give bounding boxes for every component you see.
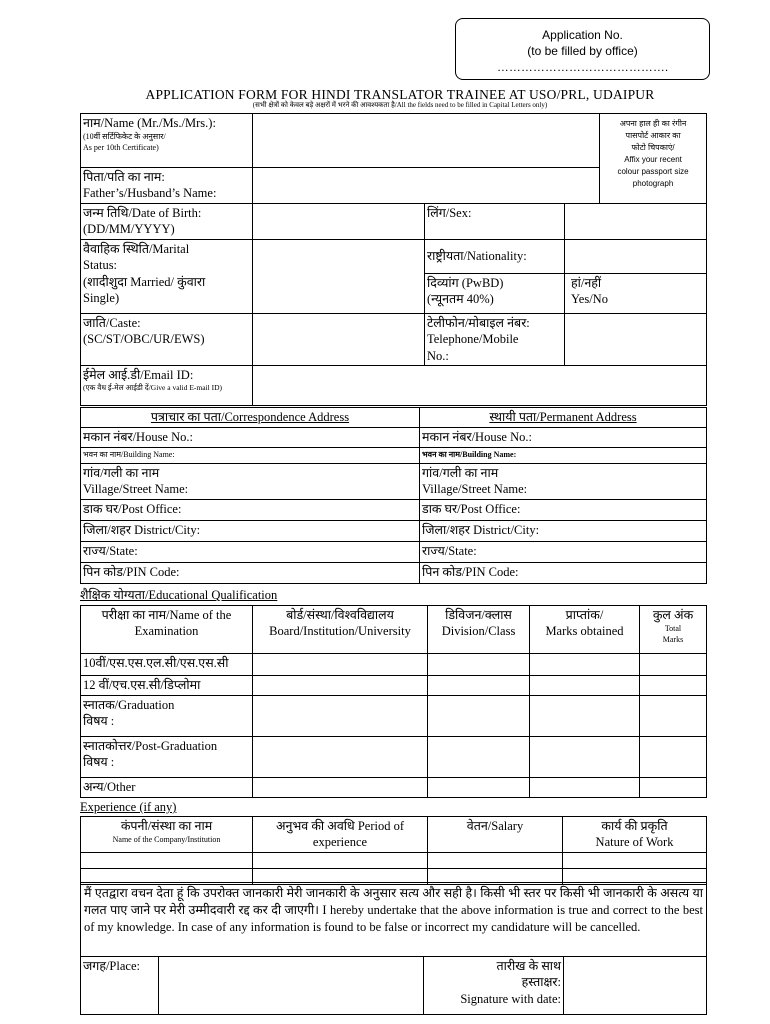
pwbd-label: दिव्यांग (PwBD) (न्यूनतम 40%) bbox=[425, 274, 565, 314]
caste-label: जाति/Caste: (SC/ST/OBC/UR/EWS) bbox=[81, 314, 253, 366]
exp-cell[interactable] bbox=[81, 853, 253, 869]
phone-input[interactable] bbox=[565, 314, 707, 366]
table-row bbox=[81, 676, 707, 696]
table-row bbox=[81, 654, 707, 676]
app-no-field[interactable]: ……………………………………. bbox=[496, 60, 669, 74]
exp-col-period: अनुभव की अवधि Period of experience bbox=[253, 817, 428, 853]
education-section bbox=[80, 605, 706, 798]
corr-building-field[interactable]: भवन का नाम/Building Name: bbox=[81, 448, 420, 464]
edu-cell[interactable] bbox=[253, 696, 428, 737]
email-label-cell bbox=[81, 366, 253, 406]
place-label: जगह/Place: bbox=[81, 957, 159, 1015]
edu-cell[interactable] bbox=[428, 696, 530, 737]
app-no-note: (to be filled by office) bbox=[527, 44, 638, 58]
application-number-box bbox=[455, 18, 710, 80]
corr-post-office-field[interactable]: डाक घर/Post Office: bbox=[81, 500, 420, 521]
dob-label: जन्म तिथि/Date of Birth: (DD/MM/YYYY) bbox=[81, 204, 253, 240]
edu-cell[interactable] bbox=[253, 737, 428, 778]
exp-col-company: कंपनी/संस्था का नाम Name of the Company/Institution bbox=[81, 817, 253, 853]
caste-input[interactable] bbox=[253, 314, 425, 366]
perm-state-field[interactable]: राज्य/State: bbox=[420, 542, 707, 563]
corr-district-field[interactable]: जिला/शहर District/City: bbox=[81, 521, 420, 542]
edu-row-post-graduation: स्नातकोत्तर/Post-Graduation विषय : bbox=[81, 737, 253, 778]
edu-row-10th: 10वीं/एस.एस.एल.सी/एस.एस.सी bbox=[81, 654, 253, 676]
name-label-cell bbox=[81, 114, 253, 168]
perm-district-field[interactable]: जिला/शहर District/City: bbox=[420, 521, 707, 542]
edu-col-board: बोर्ड/संस्था/विश्वविद्यालय Board/Institution/University bbox=[253, 606, 428, 654]
table-row bbox=[81, 778, 707, 798]
nationality-label: राष्ट्रीयता/Nationality: bbox=[425, 240, 565, 274]
form-title: APPLICATION FORM FOR HINDI TRANSLATOR TRAINEE AT USO/PRL, UDAIPUR bbox=[145, 87, 655, 102]
edu-cell[interactable] bbox=[428, 778, 530, 798]
edu-cell[interactable] bbox=[640, 696, 707, 737]
father-name-input[interactable] bbox=[253, 168, 600, 204]
edu-row-graduation: स्नातक/Graduation विषय : bbox=[81, 696, 253, 737]
exp-cell[interactable] bbox=[563, 853, 707, 869]
exp-cell[interactable] bbox=[253, 853, 428, 869]
nationality-input[interactable] bbox=[565, 240, 707, 274]
email-input[interactable] bbox=[253, 366, 707, 406]
photo-box[interactable]: अपना हाल ही का रंगीन पासपोर्ट आकार का फोटो चिपकाएं/ Affix your recent colour passport size photograph bbox=[600, 114, 707, 204]
education-header bbox=[80, 587, 706, 605]
email-label: ईमेल आई.डी/Email ID: bbox=[83, 368, 194, 382]
experience-title: Experience (if any) bbox=[80, 800, 177, 814]
edu-cell[interactable] bbox=[253, 654, 428, 676]
personal-details-section bbox=[80, 113, 706, 406]
app-no-label: Application No. bbox=[542, 28, 623, 42]
name-label: नाम/Name (Mr./Ms./Mrs.): bbox=[83, 116, 216, 130]
perm-pin-field[interactable]: पिन कोड/PIN Code: bbox=[420, 563, 707, 584]
phone-label: टेलीफोन/मोबाइल नंबर: Telephone/Mobile No.: bbox=[425, 314, 565, 366]
email-note: (एक वैध ई-मेल आईडी दें/Give a valid E-mail ID) bbox=[83, 383, 223, 393]
edu-cell[interactable] bbox=[428, 654, 530, 676]
marital-status-label: वैवाहिक स्थिति/Marital Status: (शादीशुदा Married/ कुंवारा Single) bbox=[81, 240, 253, 314]
perm-post-office-field[interactable]: डाक घर/Post Office: bbox=[420, 500, 707, 521]
corr-pin-field[interactable]: पिन कोड/PIN Code: bbox=[81, 563, 420, 584]
signature-label: तारीख के साथ हस्ताक्षर: Signature with date: bbox=[424, 957, 564, 1015]
corr-house-field[interactable]: मकान नंबर/House No.: bbox=[81, 428, 420, 448]
name-input[interactable] bbox=[253, 114, 600, 168]
edu-cell[interactable] bbox=[428, 676, 530, 696]
correspondence-address-header: पत्राचार का पता/Correspondence Address bbox=[81, 408, 420, 428]
place-input[interactable] bbox=[159, 957, 424, 1015]
declaration-text: मैं एतद्वारा वचन देता हूं कि उपरोक्त जानकारी मेरी जानकारी के अनुसार सत्य और सही है। किसी भी स्तर पर किसी भी जानकारी के असत्य या गलत पाए जाने पर मेरी उम्मीदवारी रद्द कर दी जाएगी। I hereby undertake that the above information is true and correct to the best of my knowledge. In case of any information is found to be false or incorrect my candidature will be cancelled. bbox=[81, 883, 707, 957]
edu-cell[interactable] bbox=[640, 654, 707, 676]
signature-input[interactable] bbox=[564, 957, 707, 1015]
corr-state-field[interactable]: राज्य/State: bbox=[81, 542, 420, 563]
address-section bbox=[80, 407, 706, 584]
perm-village-field[interactable]: गांव/गली का नाम Village/Street Name: bbox=[420, 464, 707, 500]
declaration-section bbox=[80, 882, 706, 1015]
table-row bbox=[81, 737, 707, 778]
experience-header bbox=[80, 799, 706, 816]
corr-village-field[interactable]: गांव/गली का नाम Village/Street Name: bbox=[81, 464, 420, 500]
edu-cell[interactable] bbox=[428, 737, 530, 778]
sex-input[interactable] bbox=[565, 204, 707, 240]
marital-status-input[interactable] bbox=[253, 240, 425, 314]
form-subtitle: (सभी क्षेत्रों को केवल बड़े अक्षरों में भरने की आवश्यकता है/All the fields need to be filled in Capital Letters only) bbox=[252, 101, 548, 109]
exp-col-nature: कार्य की प्रकृति Nature of Work bbox=[563, 817, 707, 853]
edu-row-12th: 12 वीं/एच.एस.सी/डिप्लोमा bbox=[81, 676, 253, 696]
edu-cell[interactable] bbox=[640, 676, 707, 696]
perm-house-field[interactable]: मकान नंबर/House No.: bbox=[420, 428, 707, 448]
edu-cell[interactable] bbox=[530, 654, 640, 676]
education-title: शैक्षिक योग्यता/Educational Qualification bbox=[80, 588, 278, 602]
table-row bbox=[81, 853, 707, 869]
edu-cell[interactable] bbox=[253, 778, 428, 798]
edu-col-marks: प्राप्तांक/ Marks obtained bbox=[530, 606, 640, 654]
father-name-label: पिता/पति का नाम: Father’s/Husband’s Name: bbox=[81, 168, 253, 204]
table-row bbox=[81, 696, 707, 737]
edu-cell[interactable] bbox=[530, 696, 640, 737]
exp-col-salary: वेतन/Salary bbox=[428, 817, 563, 853]
permanent-address-header: स्थायी पता/Permanent Address bbox=[420, 408, 707, 428]
experience-section bbox=[80, 816, 706, 885]
edu-cell[interactable] bbox=[530, 676, 640, 696]
edu-cell[interactable] bbox=[253, 676, 428, 696]
perm-building-field[interactable]: भवन का नाम/Building Name: bbox=[420, 448, 707, 464]
edu-cell[interactable] bbox=[640, 778, 707, 798]
edu-cell[interactable] bbox=[530, 737, 640, 778]
pwbd-options[interactable]: हां/नहीं Yes/No bbox=[565, 274, 707, 314]
edu-cell[interactable] bbox=[640, 737, 707, 778]
exp-cell[interactable] bbox=[428, 853, 563, 869]
name-note: (10वीं सर्टिफिकेट के अनुसार/ As per 10th Certificate) bbox=[83, 132, 166, 153]
edu-cell[interactable] bbox=[530, 778, 640, 798]
edu-col-exam: परीक्षा का नाम/Name of the Examination bbox=[81, 606, 253, 654]
dob-input[interactable] bbox=[253, 204, 425, 240]
edu-row-other: अन्य/Other bbox=[81, 778, 253, 798]
sex-label: लिंग/Sex: bbox=[425, 204, 565, 240]
edu-col-total: कुल अंक Total Marks bbox=[640, 606, 707, 654]
edu-col-division: डिविजन/क्लास Division/Class bbox=[428, 606, 530, 654]
